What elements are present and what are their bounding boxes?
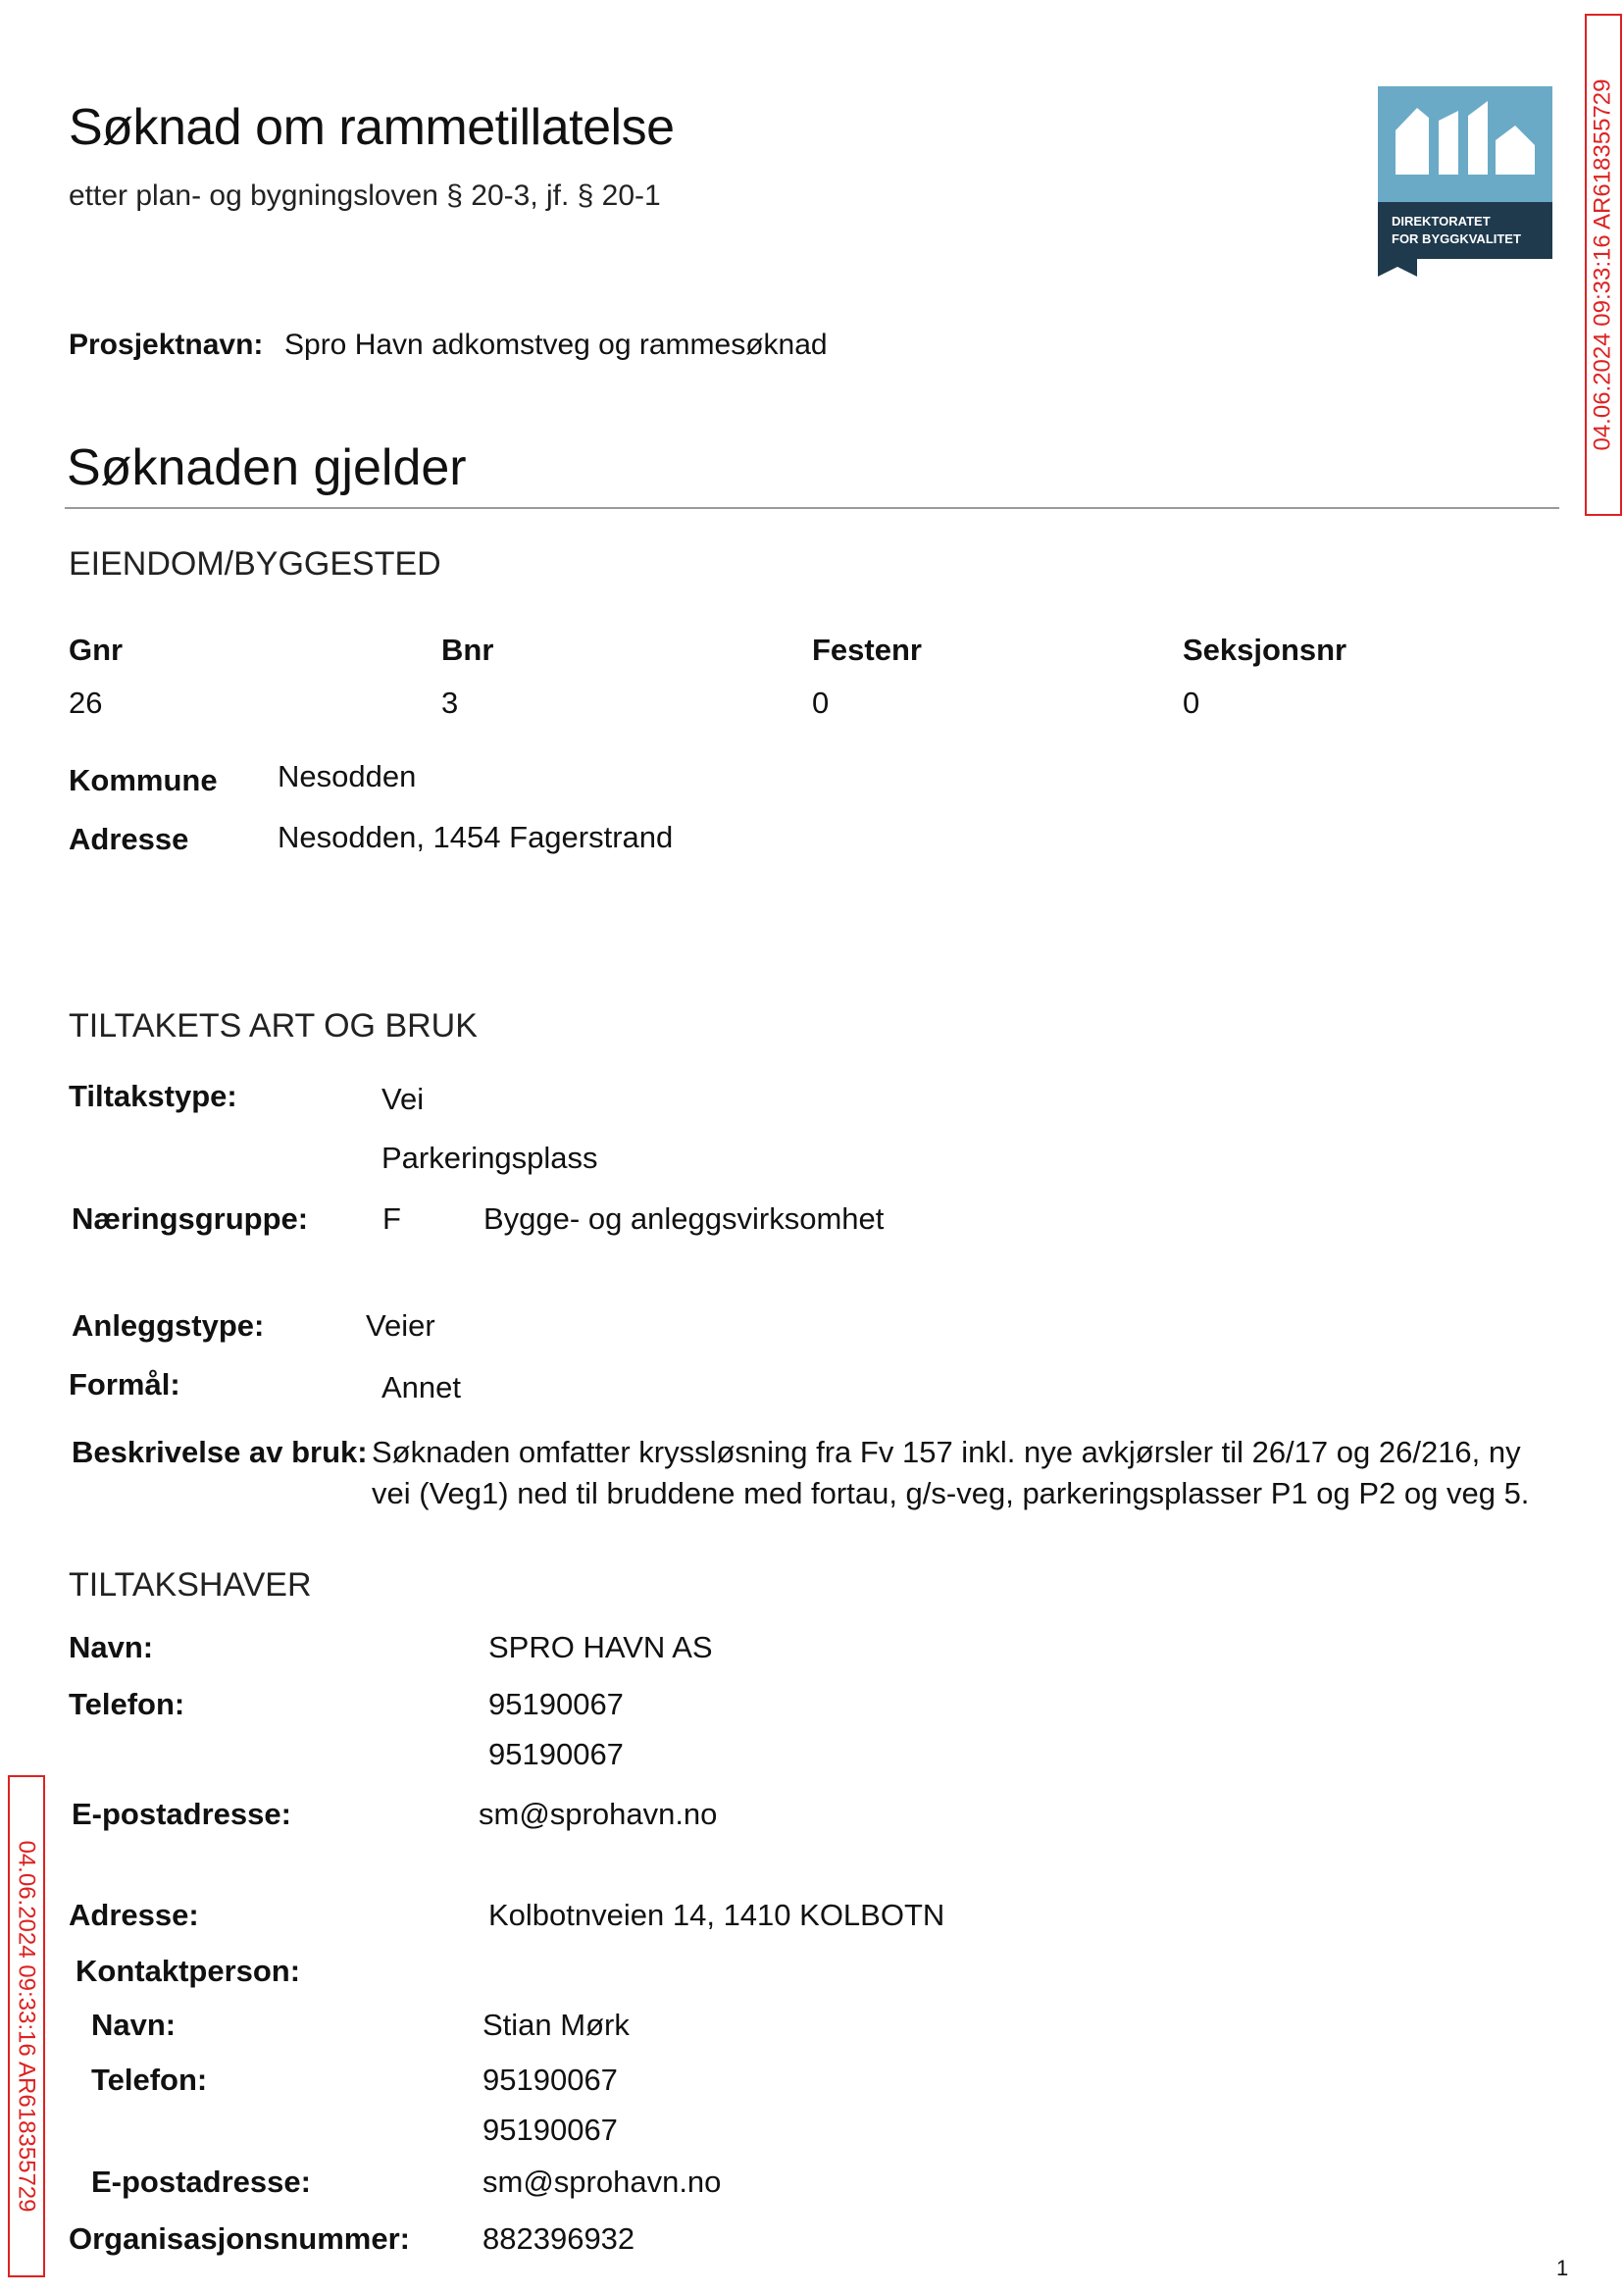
telefon-value-1: 95190067 — [488, 1687, 624, 1721]
building-logo-icon — [1378, 86, 1552, 277]
beskrivelse-line-1: Søknaden omfatter kryssløsning fra Fv 157 inkl. nye avkjørsler til 26/17 og 26/216, ny — [372, 1435, 1521, 1469]
festenr-label: Festenr — [812, 633, 922, 667]
gnr-label: Gnr — [69, 633, 124, 667]
bnr-value: 3 — [441, 686, 459, 720]
telefon-value-2: 95190067 — [488, 1737, 624, 1771]
beskrivelse-line-2: vei (Veg1) ned til bruddene med fortau, g/s-veg, parkeringsplasser P1 og P2 og veg 5. — [372, 1476, 1530, 1510]
festenr-value: 0 — [812, 686, 830, 720]
naeringsgruppe-text: Bygge- og anleggsvirksomhet — [483, 1201, 885, 1236]
adresse-value: Nesodden, 1454 Fagerstrand — [278, 820, 674, 854]
stamp-top-right — [1585, 14, 1622, 516]
epost-value: sm@sprohavn.no — [479, 1797, 718, 1831]
kp-navn-value: Stian Mørk — [482, 2008, 630, 2042]
seksjonsnr-label: Seksjonsnr — [1183, 633, 1347, 667]
anleggstype-label: Anleggstype: — [72, 1308, 265, 1343]
seksjonsnr-value: 0 — [1183, 686, 1200, 720]
kommune-value: Nesodden — [278, 759, 417, 793]
gnr-value: 26 — [69, 686, 103, 720]
stamp-text: 04.06.2024 09:33:16 AR618355729 — [14, 1840, 40, 2213]
eiendom-heading: EIENDOM/BYGGESTED — [69, 545, 441, 583]
page-number: 1 — [1556, 2256, 1569, 2280]
formal-value: Annet — [381, 1370, 462, 1404]
document-subtitle: etter plan- og bygningsloven § 20-3, jf. § 20-1 — [69, 179, 661, 212]
navn-value: SPRO HAVN AS — [488, 1630, 713, 1664]
orgnr-value: 882396932 — [482, 2221, 635, 2256]
telefon-label: Telefon: — [69, 1687, 185, 1721]
tiltakstype-value-2: Parkeringsplass — [381, 1141, 598, 1175]
tiltakstype-value-1: Vei — [381, 1082, 425, 1116]
project-value: Spro Havn adkomstveg og rammesøknad — [284, 329, 828, 361]
kp-telefon-value-2: 95190067 — [482, 2113, 618, 2147]
tiltakshaver-adresse-label: Adresse: — [69, 1898, 199, 1932]
orgnr-label: Organisasjonsnummer: — [69, 2221, 410, 2256]
logo-line2: FOR BYGGKVALITET — [1392, 231, 1521, 246]
section-heading: Søknaden gjelder — [67, 439, 467, 496]
epost-label: E-postadresse: — [72, 1797, 291, 1831]
logo-line1: DIREKTORATET — [1392, 214, 1491, 229]
beskrivelse-label: Beskrivelse av bruk: — [72, 1435, 368, 1469]
stamp-left — [8, 1775, 45, 2277]
stamp-text: 04.06.2024 09:33:16 AR618355729 — [1590, 78, 1616, 451]
adresse-label: Adresse — [69, 822, 189, 856]
tiltakshaver-heading: TILTAKSHAVER — [69, 1566, 312, 1604]
kommune-label: Kommune — [69, 763, 218, 797]
dibk-logo — [1378, 86, 1552, 277]
kontaktperson-label: Kontaktperson: — [76, 1954, 301, 1988]
bnr-label: Bnr — [441, 633, 494, 667]
naeringsgruppe-label: Næringsgruppe: — [72, 1201, 309, 1236]
kp-epost-label: E-postadresse: — [91, 2165, 311, 2199]
project-label: Prosjektnavn: — [69, 329, 264, 361]
document-title: Søknad om rammetillatelse — [69, 99, 675, 156]
tiltak-heading: TILTAKETS ART OG BRUK — [69, 1007, 478, 1045]
section-divider — [65, 507, 1559, 509]
kp-telefon-value-1: 95190067 — [482, 2063, 618, 2097]
navn-label: Navn: — [69, 1630, 154, 1664]
anleggstype-value: Veier — [366, 1308, 435, 1343]
kp-telefon-label: Telefon: — [91, 2063, 208, 2097]
formal-label: Formål: — [69, 1367, 180, 1402]
naeringsgruppe-code: F — [382, 1201, 401, 1236]
tiltakstype-label: Tiltakstype: — [69, 1079, 237, 1113]
kp-navn-label: Navn: — [91, 2008, 177, 2042]
kp-epost-value: sm@sprohavn.no — [482, 2165, 722, 2199]
tiltakshaver-adresse-value: Kolbotnveien 14, 1410 KOLBOTN — [488, 1898, 945, 1932]
